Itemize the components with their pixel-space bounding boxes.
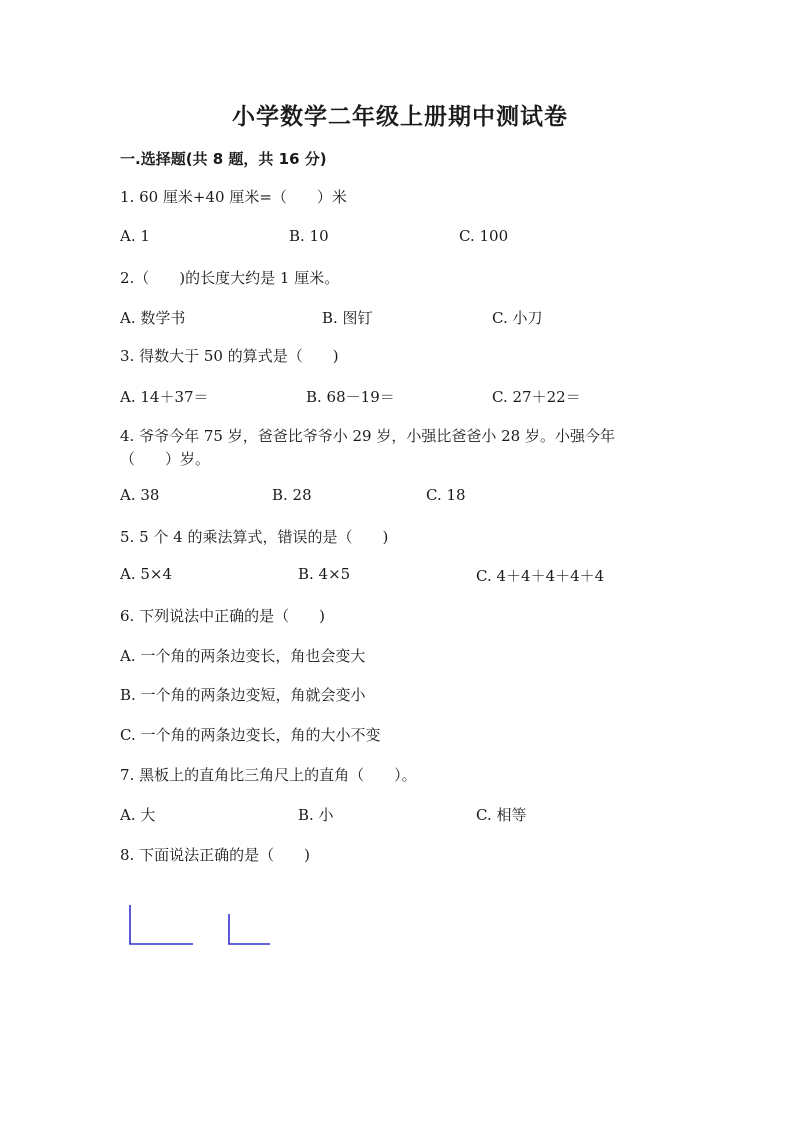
page-title: 小学数学二年级上册期中测试卷 xyxy=(232,103,568,130)
question-5: 5. 5 个 4 的乘法算式，错误的是（ ) xyxy=(120,528,389,546)
q4-option-c: C. 18 xyxy=(426,486,466,504)
question-7: 7. 黑板上的直角比三角尺上的直角（ ）。 xyxy=(120,766,417,784)
q5-option-c: C. 4＋4＋4＋4＋4 xyxy=(476,567,605,585)
q1-option-a: A. 1 xyxy=(120,227,150,245)
q2-option-c: C. 小刀 xyxy=(492,309,543,327)
question-4-line-2: （ ）岁。 xyxy=(120,450,211,468)
q3-option-b: B. 68－19＝ xyxy=(306,388,395,406)
q7-option-a: A. 大 xyxy=(120,806,156,824)
q2-option-a: A. 数学书 xyxy=(120,309,186,327)
q6-option-b: B. 一个角的两条边变短，角就会变小 xyxy=(120,686,366,704)
q3-option-a: A. 14＋37＝ xyxy=(120,388,209,406)
q1-option-c: C. 100 xyxy=(459,227,509,245)
q7-option-c: C. 相等 xyxy=(476,806,527,824)
q6-option-c: C. 一个角的两条边变长，角的大小不变 xyxy=(120,726,381,744)
question-4-line-1: 4. 爷爷今年 75 岁，爸爸比爷爷小 29 岁，小强比爸爸小 28 岁。小强今年 xyxy=(120,427,615,445)
q5-option-a: A. 5×4 xyxy=(120,565,173,583)
q1-option-b: B. 10 xyxy=(289,227,329,245)
question-8: 8. 下面说法正确的是（ ) xyxy=(120,846,310,864)
section-heading: 一.选择题(共 8 题，共 16 分) xyxy=(120,150,327,168)
q3-option-c: C. 27＋22＝ xyxy=(492,388,581,406)
question-2: 2.（ )的长度大约是 1 厘米。 xyxy=(120,269,340,287)
q7-option-b: B. 小 xyxy=(298,806,334,824)
q5-option-b: B. 4×5 xyxy=(298,565,351,583)
q4-option-a: A. 38 xyxy=(120,486,160,504)
right-angle-large xyxy=(130,905,193,944)
q4-option-b: B. 28 xyxy=(272,486,312,504)
q2-option-b: B. 图钉 xyxy=(322,309,373,327)
question-1: 1. 60 厘米+40 厘米=（ ）米 xyxy=(120,188,347,206)
question-6: 6. 下列说法中正确的是（ ) xyxy=(120,607,325,625)
right-angle-small xyxy=(229,914,270,944)
q6-option-a: A. 一个角的两条边变长，角也会变大 xyxy=(120,647,366,665)
question-3: 3. 得数大于 50 的算式是（ ) xyxy=(120,347,339,365)
